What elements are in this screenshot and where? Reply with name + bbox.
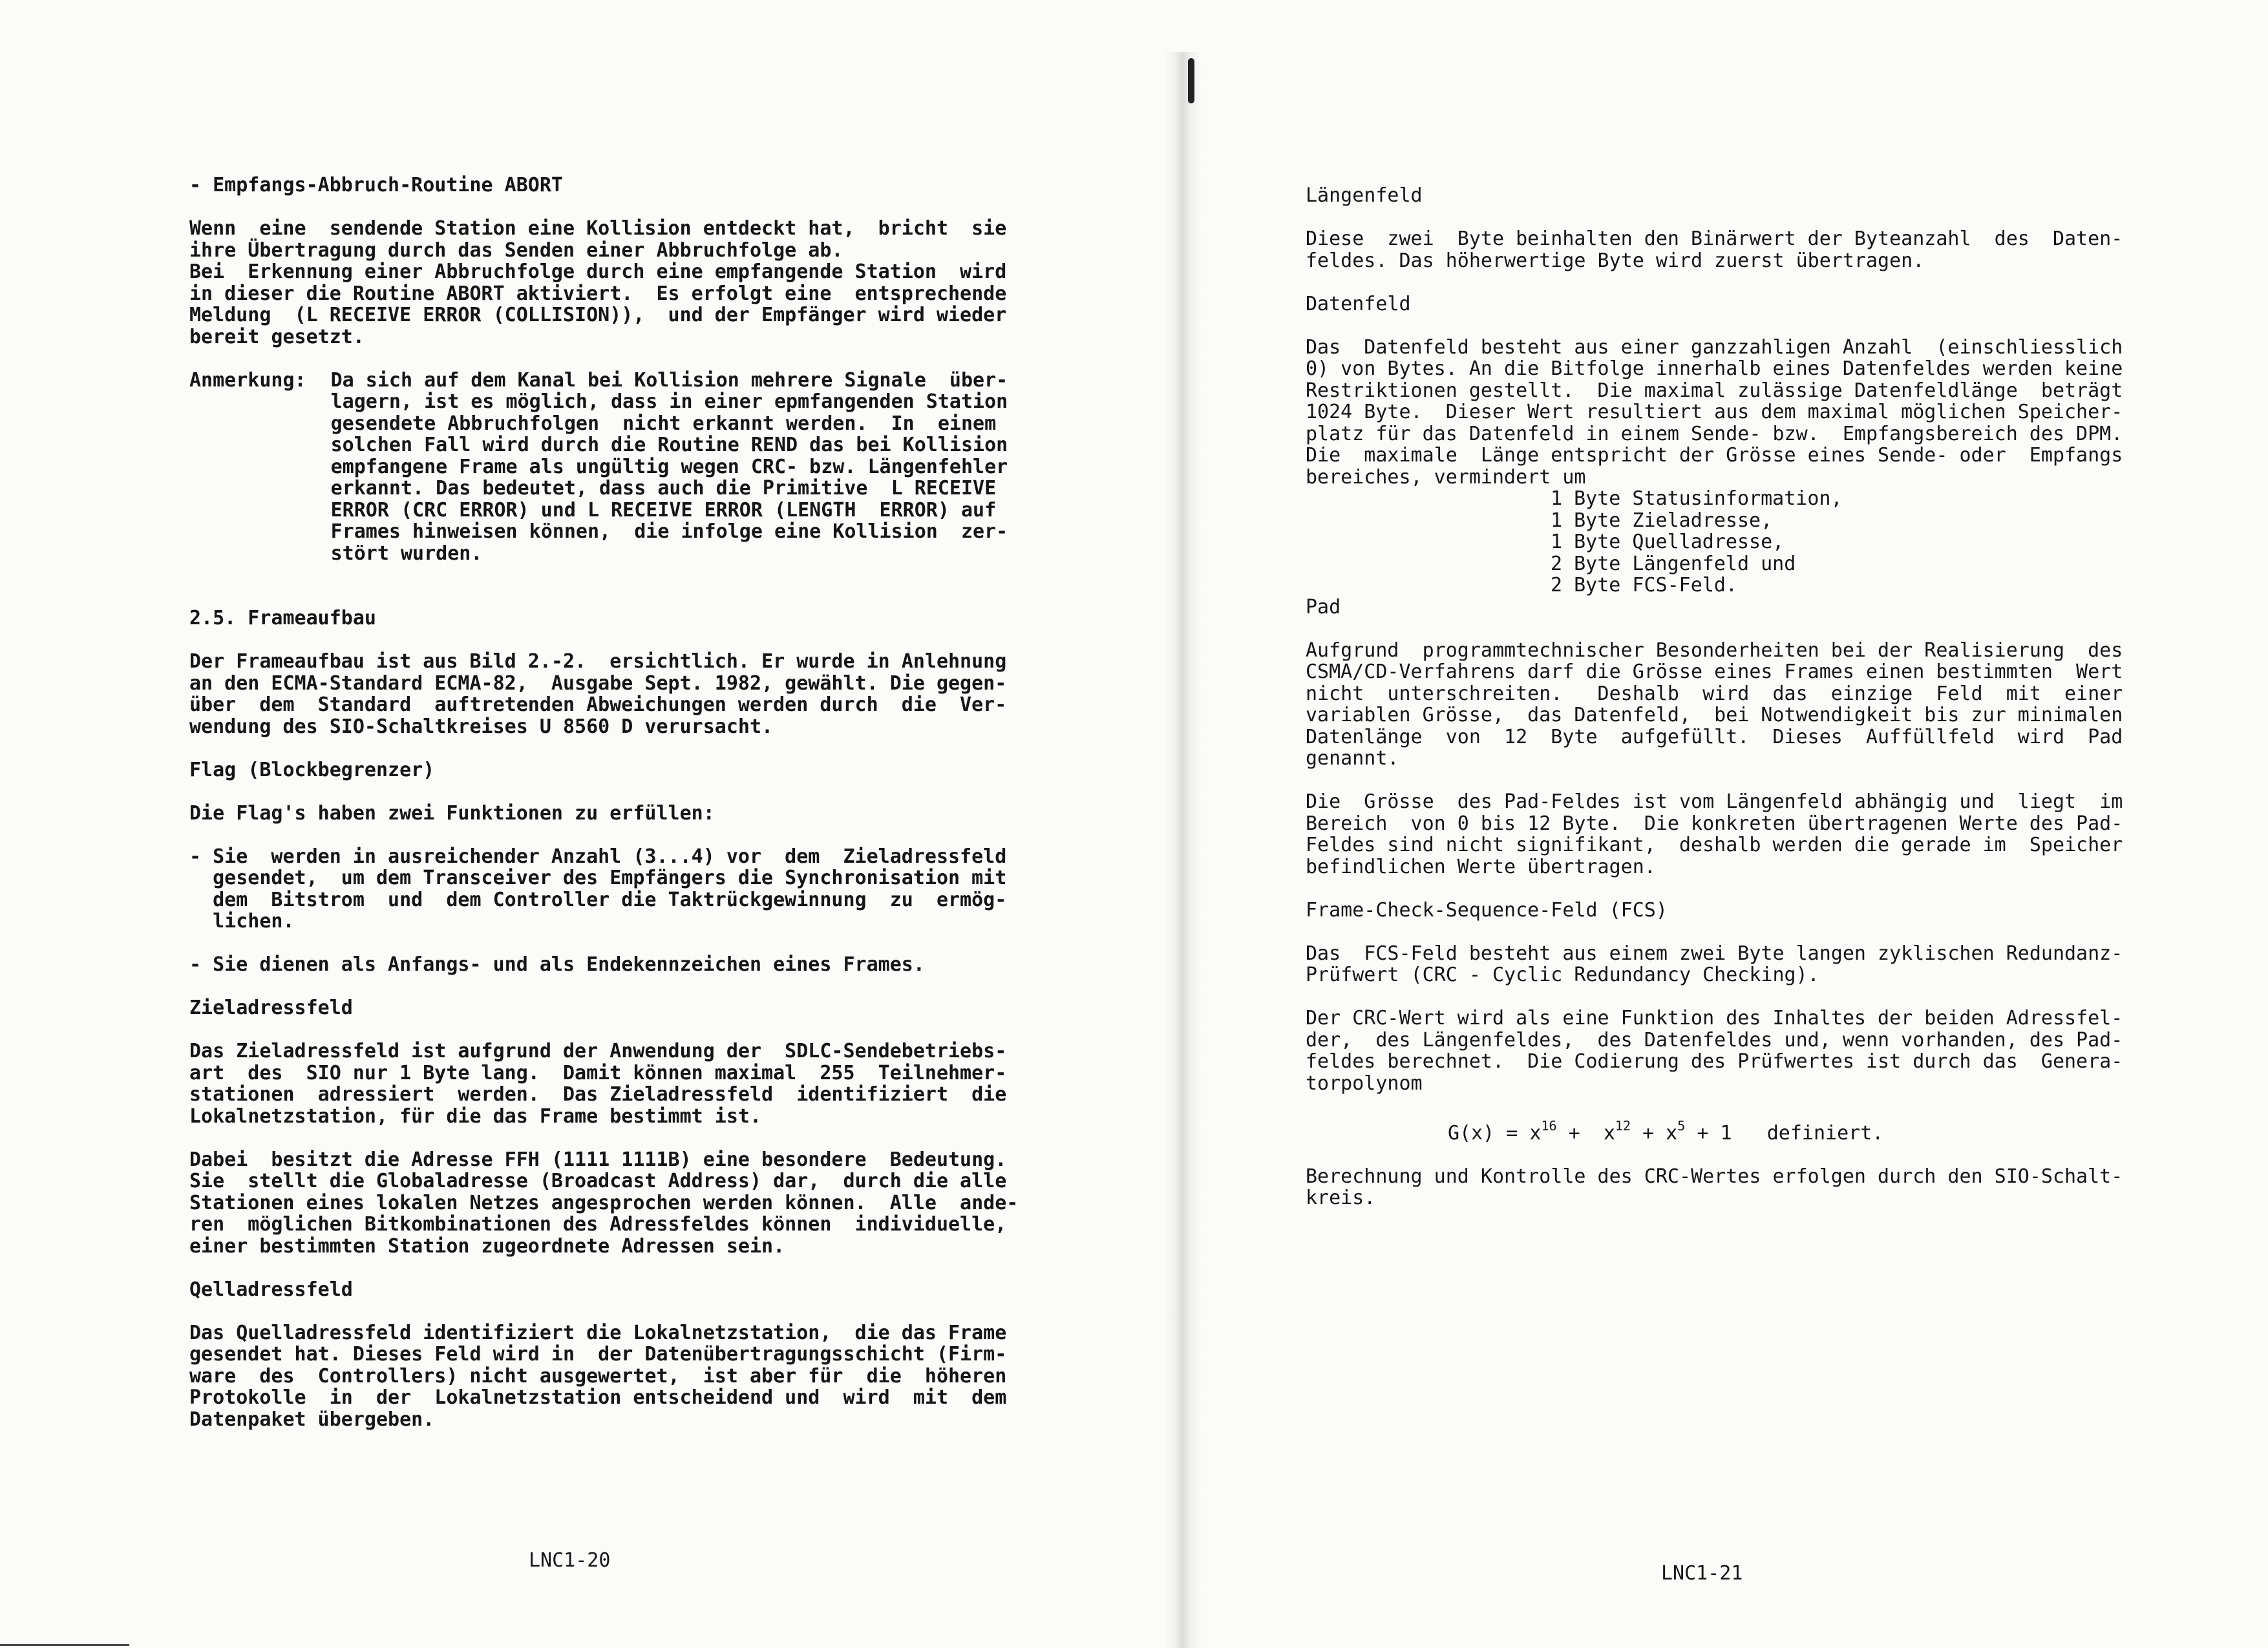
section-heading-frameaufbau: 2.5. Frameaufbau [189,607,376,629]
data-field-paragraph: Das Datenfeld besteht aus einer ganzzahligen Anzahl (einschliesslich 0) von Bytes. An die Bitfolge innerhalb eines Datenfeldes werden keine Restriktionen gestellt. Die maximal zulässige Datenfeldlänge beträgt 1024 Byte. Dieser Wert resultiert aus dem maximal möglichen Speicher- platz für das Datenfeld in einem Sende- bzw. Empfangsbereich des DPM. Die maximale Länge entspricht der Grösse eines Sende- oder Empfangs bereiches, vermindert um [1306,335,2123,489]
data-field-heading: Datenfeld [1306,292,1411,315]
pad-paragraph-2: Die Grösse des Pad-Feldes ist vom Längenfeld abhängig und liegt im Bereich von 0 bis 12 Byte. Die konkreten übertragenen Werte des Pad- Feldes sind nicht signifikant, deshalb werden die gerade im Speicher befindlichen Werte übertragen. [1306,790,2123,878]
flag-heading: Flag (Blockbegrenzer) [189,758,435,781]
formula-plus-1: + x [1556,1121,1615,1145]
dest-address-heading: Zieladressfeld [189,997,353,1019]
src-address-heading: Qelladressfeld [189,1278,353,1301]
abort-heading: - Empfangs-Abbruch-Routine ABORT [189,174,563,196]
formula-plus-2: + x [1631,1121,1678,1145]
data-field-list: 1 Byte Statusinformation, 1 Byte Zieladresse, 1 Byte Quelladresse, 2 Byte Längenfeld und 2 Byte FCS-Feld. [1551,487,1843,597]
note-label: Anmerkung: [189,368,306,392]
page-gutter [1163,52,1202,1648]
formula-tail: + 1 definiert. [1685,1121,1884,1145]
right-page [1215,0,2268,1648]
formula-lhs: G(x) = x [1448,1121,1542,1145]
fcs-paragraph-2: Der CRC-Wert wird als eine Funktion des Inhaltes der beiden Adressfel- der, des Längenfeldes, des Datenfeldes und, wenn vorhanden, des Pad- feldes berechnet. Die Codierung des Prüfwertes ist durch das Genera- torpolynom [1306,1007,2123,1095]
pad-heading: Pad [1306,595,1341,618]
pad-paragraph-1: Aufgrund programmtechnischer Besonderheiten bei der Realisierung des CSMA/CD-Verfahrens darf die Grösse eines Frames einen bestimmten Wert nicht unterschreiten. Deshalb wird das einzige Feld mit einer variablen Grösse, das Datenfeld, bei Notwendigkeit bis zur minimalen Datenlänge von 12 Byte aufgefüllt. Dieses Auffüllfeld wird Pad genannt. [1306,639,2123,770]
flag-list-item-2: - Sie dienen als Anfangs- und als Endekennzeichen eines Frames. [189,953,925,976]
formula-exponent-16: 16 [1541,1117,1557,1134]
fcs-paragraph-1: Das FCS-Feld besteht aus einem zwei Byte langen zyklischen Redundanz- Prüfwert (CRC - Cyclic Redundancy Checking). [1306,942,2123,986]
right-page-text [1306,185,2123,1209]
length-field-heading: Längenfeld [1306,184,1423,207]
note-paragraph: Da sich auf dem Kanal bei Kollision mehrere Signale über- lagern, ist es möglich, dass in einer epmfangenden Station gesendete Abbruchfolgen nicht erkannt werden. In einem solchen Fall wird durch die Routine REND das bei Kollision empfangene Frame als ungültig wegen CRC- bzw. Längenfehler erkannt. Das bedeutet, dass auch die Primitive L RECEIVE ERROR (CRC ERROR) und L RECEIVE ERROR (LENGTH ERROR) auf Frames hinweisen können, die infolge eine Kollision zer- stört wurden. [330,368,1008,565]
left-page-text [189,174,1018,1430]
abort-paragraph: Wenn eine sendende Station eine Kollision entdeckt hat, bricht sie ihre Übertragung durch das Senden einer Abbruchfolge ab. Bei Erkennung einer Abbruchfolge durch eine empfangende Station wird in dieser die Routine ABORT aktiviert. Es erfolgt eine entsprechende Meldung (L RECEIVE ERROR (COLLISION)), und der Empfänger wird wieder bereit gesetzt. [189,217,1007,348]
fcs-paragraph-3: Berechnung und Kontrolle des CRC-Wertes erfolgen durch den SIO-Schalt- kreis. [1306,1165,2123,1209]
formula-exponent-12: 12 [1615,1117,1631,1134]
src-address-paragraph: Das Quelladressfeld identifiziert die Lokalnetzstation, die das Frame gesendet hat. Dieses Feld wird in der Datenübertragungsschicht (Firm- ware des Controllers) nicht ausgewertet, ist aber für die höheren Protokolle in der Lokalnetzstation entscheidend und wird mit dem Datenpaket übergeben. [189,1321,1007,1431]
generator-polynomial [1448,1117,1884,1145]
dest-address-paragraph-2: Dabei besitzt die Adresse FFH (1111 1111B) eine besondere Bedeutung. Sie stellt die Globaladresse (Broadcast Address) dar, durch die alle Stationen eines lokalen Netzes angesprochen werden können. Alle ande- ren möglichen Bitkombinationen des Adressfeldes können individuelle, einer bestimmten Station zugeordnete Adressen sein. [189,1148,1019,1258]
page-number-left: LNC1-20 [529,1549,611,1572]
flag-intro: Die Flag's haben zwei Funktionen zu erfüllen: [189,801,715,825]
fcs-heading: Frame-Check-Sequence-Feld (FCS) [1306,898,1668,922]
formula-exponent-5: 5 [1677,1117,1686,1134]
dest-address-paragraph-1: Das Zieladressfeld ist aufgrund der Anwendung der SDLC-Sendebetriebs- art des SIO nur 1 Byte lang. Damit können maximal 255 Teilnehmer- stationen adressiert werden. Das Zieladressfeld identifiziert die Lokalnetzstation, für die das Frame bestimmt ist. [189,1040,1007,1128]
length-field-paragraph: Diese zwei Byte beinhalten den Binärwert der Byteanzahl des Daten- feldes. Das höherwertige Byte wird zuerst übertragen. [1306,227,2123,272]
frameaufbau-paragraph: Der Frameaufbau ist aus Bild 2.-2. ersichtlich. Er wurde in Anlehnung an den ECMA-Standard ECMA-82, Ausgabe Sept. 1982, gewählt. Die gegen- über dem Standard auftretenden Abweichungen werden durch die Ver- wendung des SIO-Schaltkreises U 8560 D verursacht. [189,650,1007,738]
binding-mark [1188,58,1194,103]
page-number-right: LNC1-21 [1661,1562,1743,1585]
flag-list-item-1: - Sie werden in ausreichender Anzahl (3...4) vor dem Zieladressfeld gesendet, um dem Transceiver des Empfängers die Synchronisation mit dem Bitstrom und dem Controller die Taktrückgewinnung zu ermög- lichen. [189,845,1007,933]
